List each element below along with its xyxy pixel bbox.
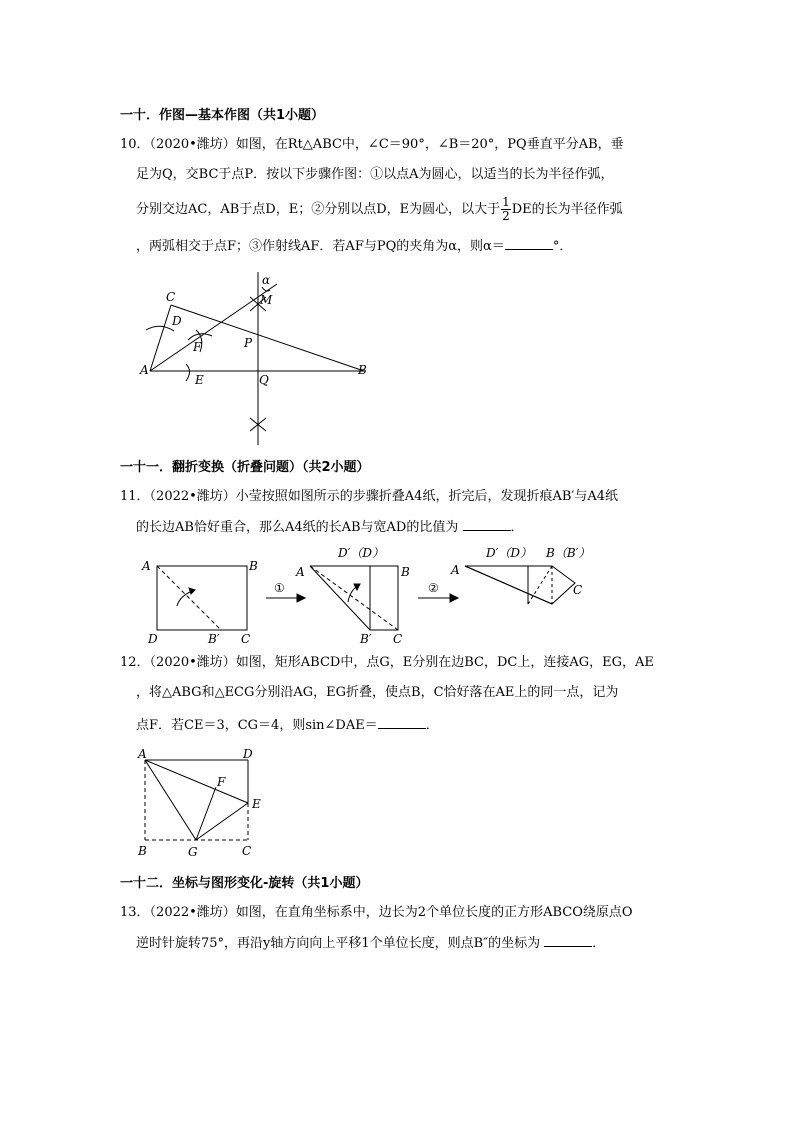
q12-label-A: A [138,747,147,761]
fraction-denominator: 2 [502,209,510,223]
step-label-2: ② [428,581,439,595]
label-B: B [358,363,367,377]
q12-label-B: B [138,844,147,858]
q10-line-4-text: ，两弧相交于点F；③作射线AF．若AF与PQ的夹角为α，则α＝ [136,239,505,254]
p3-label-A: A [451,563,460,577]
p1-label-C: C [241,632,251,646]
p3-label-B-Bprime: B（B′） [546,546,591,560]
label-C: C [166,290,176,304]
label-M: M [260,293,273,307]
label-alpha: α [262,273,271,287]
section-heading-10: 一十．作图—基本作图（共1小题） [120,108,325,123]
q12-label-D: D [243,747,253,761]
p3-label-C: C [573,583,583,597]
p2-label-B: B [401,565,410,579]
segment-AE [145,760,248,803]
q11-line-2-text: 的长边AB恰好重合，那么A4纸的长AB与宽AD的比值为 [136,520,459,535]
q12-label-C: C [242,844,252,858]
step-label-1: ① [274,581,285,595]
segment-GE [196,803,248,840]
q13-line-2-text: 逆时针旋转75°，再沿y轴方向向上平移1个单位长度，则点B″的坐标为 [136,936,541,951]
p1-label-A: A [142,559,151,573]
p2-label-A: A [296,565,305,579]
p2-label-Bprime: B′ [360,632,372,646]
q10-line-3b: DE的长为半径作弧 [511,202,623,217]
q12-line-3-text: 点F．若CE＝3，CG＝4，则sin∠DAE＝ [136,718,378,733]
q10-line-1: 10．（2020•潍坊）如图，在Rt△ABC中，∠C＝90°，∠B＝20°，PQ垂直平分AB，垂 [120,137,624,152]
q12-line-2: ，将△ABG和△ECG分别沿AG，EG折叠，使点B，C恰好落在AE上的同一点，记为 [136,685,619,700]
segment-GF [196,787,216,840]
section-heading-11: 一十一．翻折变换（折叠问题）（共2小题） [120,460,370,475]
answer-blank-13[interactable] [544,934,592,947]
p1-label-D: D [148,632,158,646]
q12-line-3-end: ． [425,718,439,733]
p3-label-Dprime: D′（D） [486,546,532,560]
q12-label-G: G [188,845,198,859]
q11-line-2-end: ． [510,520,524,535]
q11-line-1: 11．（2022•潍坊）小莹按照如图所示的步骤折叠A4纸，折完后，发现折痕AB′与A4纸 [120,489,619,504]
label-A: A [140,363,149,377]
p1-label-B: B [249,559,258,573]
label-D: D [172,314,182,328]
p2-label-Dprime: D′（D） [338,546,384,560]
q10-line-2: 足为Q，交BC于点P．按以下步骤作图：①以点A为圆心，以适当的长为半径作弧， [136,167,614,182]
p2-label-C: C [393,632,403,646]
q13-line-2 [136,934,605,953]
q12-label-E: E [252,797,261,811]
label-Q: Q [259,373,269,387]
q13-line-1: 13．（2022•潍坊）如图，在直角坐标系中，边长为2个单位长度的正方形ABCO绕原点O [120,905,633,920]
q10-line-4-end: °． [552,239,573,254]
fraction-numerator: 1 [502,195,510,209]
label-F: F [193,340,202,354]
segment-AG [145,760,196,840]
label-E: E [195,373,204,387]
q12-line-1: 12．（2020•潍坊）如图，矩形ABCD中，点G，E分别在边BC，DC上，连接AG，EG，AE [120,655,654,670]
section-heading-12: 一十二．坐标与图形变化-旋转（共1小题） [120,876,369,891]
label-P: P [244,336,253,350]
q13-line-2-end: ． [592,936,606,951]
q10-line-3a: 分别交边AC，AB于点D，E；②分别以点D，E为圆心，以大于 [136,202,501,217]
q12-label-F: F [217,775,226,789]
p1-label-Bprime: B′ [208,632,220,646]
